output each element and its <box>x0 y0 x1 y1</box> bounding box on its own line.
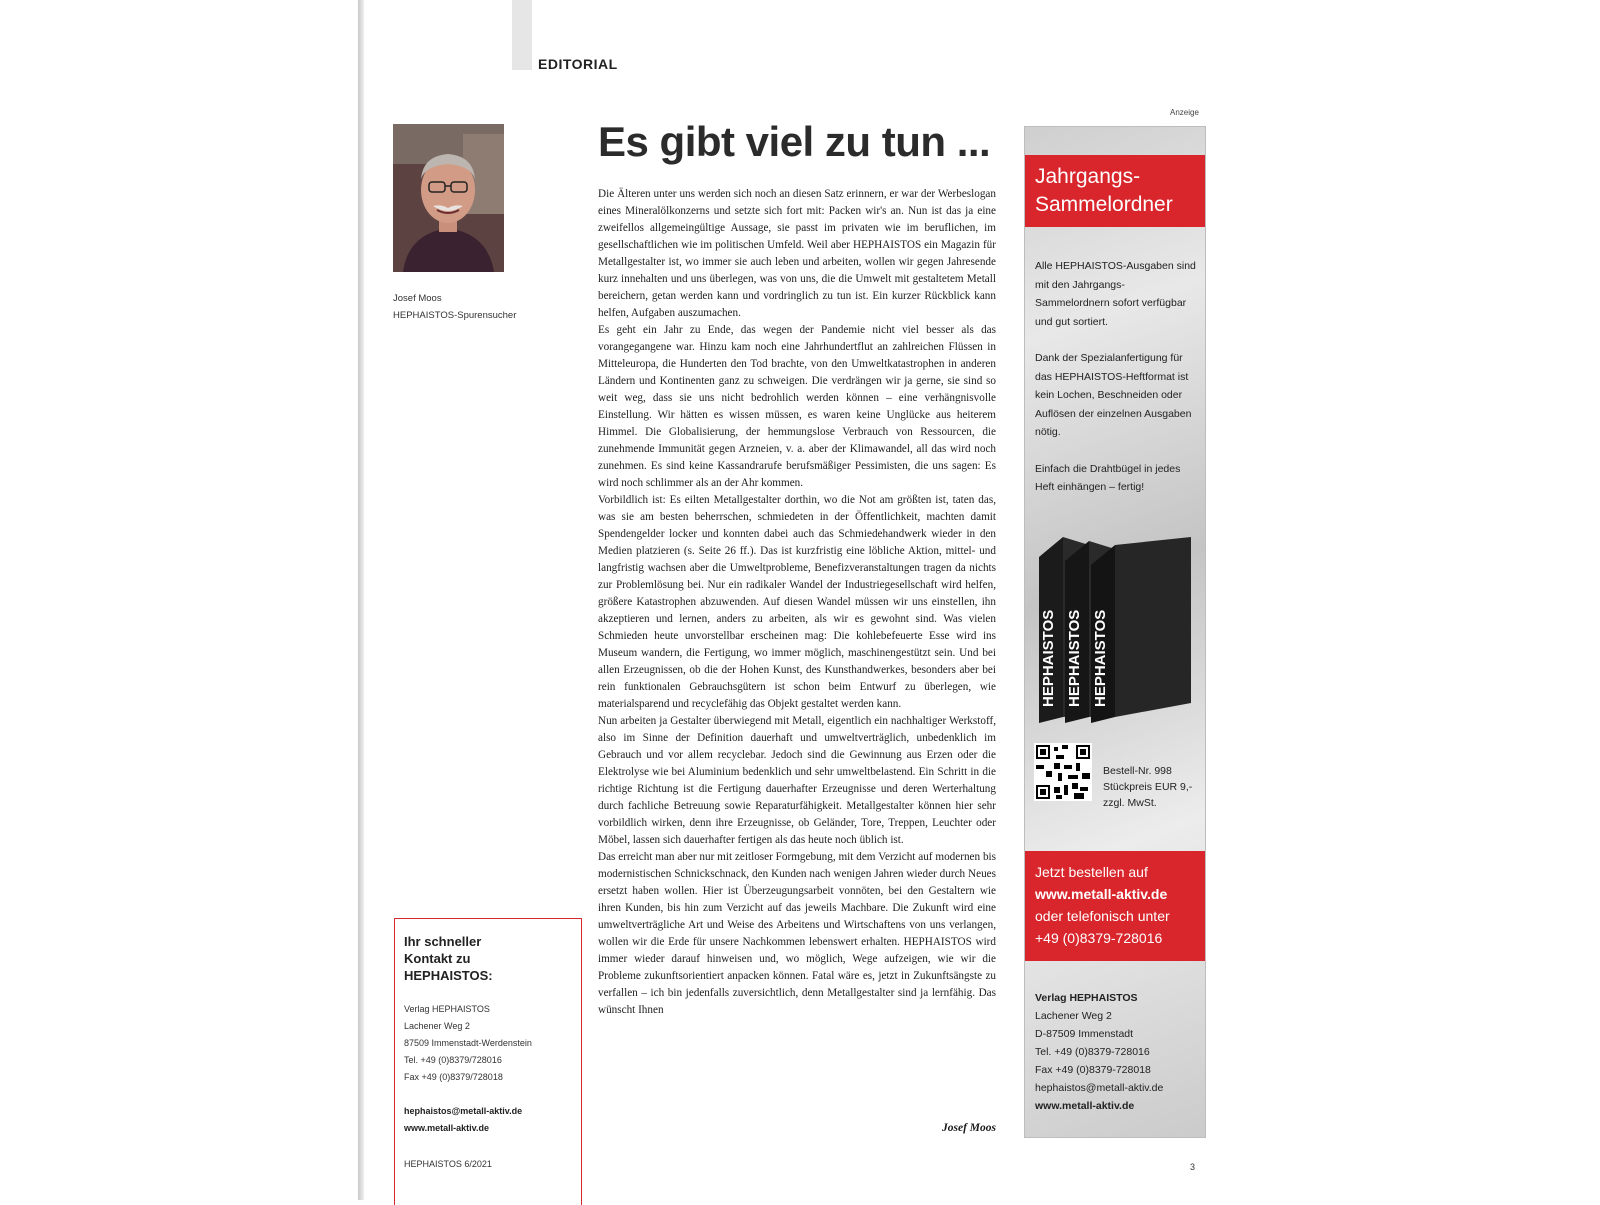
order-price: Stückpreis EUR 9,- <box>1103 781 1193 793</box>
contact-title-line: HEPHAISTOS: <box>404 968 493 983</box>
contact-fax: Fax +49 (0)8379/728018 <box>404 1072 503 1082</box>
contact-title <box>404 933 493 984</box>
ad-tag: Anzeige <box>1170 108 1199 117</box>
contact-line: Verlag HEPHAISTOS <box>404 1004 490 1014</box>
author-caption <box>393 290 516 324</box>
cta-line: oder telefonisch unter <box>1035 908 1170 924</box>
author-role: HEPHAISTOS-Spurensucher <box>393 310 517 321</box>
order-number: Bestell-Nr. 998 <box>1103 765 1172 777</box>
article-paragraph: Vorbildlich ist: Es eilten Metallgestalter dorthin, wo die Not am größten ist, taten das, was sie am besten beherrschen, schmiedeten in der Öffentlichkeit, machten damit Spendengelder locker und konnten dabei auch das Schmiedehandwerk wieder in den Medien platzieren (s. Seite 26 ff.). Das ist kurzfristig eine löbliche Aktion, mittel- und langfristig wachsen aber die Umweltprobleme, Benefizveranstaltungen tragen da nichts zur Problemlösung bei. Nur ein radikaler Wandel der Industriegesellschaft wird helfen, größere Katastrophen abzuwenden. Auf diesen Wandel müssen wir uns einstellen, ihn akzeptieren und lernen, anders zu arbeiten, als wir es gewohnt sind. Was vielen Schmieden heute unvorstellbar erscheinen mag: Die kohlebefeuerte Esse wird ins Museum wandern, die Fertigung, wo immer möglich, maschinengestützt sein. Und bei allen Erzeugnissen, ob die der Hohen Kunst, des Kunsthandwerkes, besonders aber bei rein funktionalen Gebrauchsgütern ist schon beim Entwurf zu überlegen, wie materialsparend und recyclefähig das Objekt gestaltet werden kann. <box>598 494 996 710</box>
headline: Es gibt viel zu tun ... <box>598 118 991 165</box>
cta-text <box>1035 861 1170 949</box>
ad-phone: Tel. +49 (0)8379-728016 <box>1035 1046 1150 1058</box>
ad-address-line: Lachener Weg 2 <box>1035 1010 1112 1022</box>
article-body <box>598 186 996 1019</box>
contact-phone: Tel. +49 (0)8379/728016 <box>404 1055 502 1065</box>
section-tab-marker <box>512 0 532 70</box>
ad-web-link[interactable]: www.metall-aktiv.de <box>1035 1100 1135 1112</box>
binder-spine-label: HEPHAISTOS <box>1040 609 1057 707</box>
ad-email-link[interactable]: hephaistos@metall-aktiv.de <box>1035 1082 1164 1094</box>
cta-line: Jetzt bestellen auf <box>1035 864 1148 880</box>
contact-web-link[interactable]: www.metall-aktiv.de <box>404 1123 490 1133</box>
order-info <box>1103 763 1192 811</box>
ad-address-line: D-87509 Immenstadt <box>1035 1028 1134 1040</box>
article-paragraph: Es geht ein Jahr zu Ende, das wegen der Pandemie nicht viel besser als das vorangegangene war. Hinzu kam noch eine Jahrhundertflut an zahlreichen Flüssen in Mitteleuropa, die Hunderten den Tod brachte, von den Umweltkatastrophen in anderen Ländern und Kontinenten ganz zu schweigen. Die verdrängen wir ja gerne, sie sind so weit weg, dass sie uns nicht bedrohlich werden können – eine verhängnisvolle Einstellung. Wir hätten es wissen müssen, es waren keine Unglücke aus heiterem Himmel. Die Globalisierung, der hemmungslose Verbrauch von Ressourcen, die zunehmende Immunität gegen Arzneien, v. a. aber der Klimawandel, all das wird noch zunehmen. Es sind keine Kassandrarufe berufsmäßiger Pessimisten, die uns sagen: Es wird noch schlimmer als an der Ahr kommen. <box>598 324 996 489</box>
ad-title-line: Jahrgangs- <box>1035 165 1141 188</box>
ad-paragraph: Einfach die Drahtbügel in jedes Heft einhängen – fertig! <box>1035 462 1181 493</box>
ad-header <box>1025 155 1205 227</box>
ad-paragraph: Dank der Spezialanfertigung für das HEPHAISTOS-Heftformat ist kein Lochen, Beschneiden oder Auflösen der einzelnen Ausgaben nötig. <box>1035 352 1192 438</box>
ad-paragraph: Alle HEPHAISTOS-Ausgaben sind mit den Jahrgangs-Sammelordnern sofort verfügbar und gut sortiert. <box>1035 260 1196 328</box>
advertisement <box>1024 126 1206 1138</box>
article-paragraph: Das erreicht man aber nur mit zeitloser Formgebung, mit dem Verzicht auf modernen bis modernistischen Schnickschnack, den Kunden nach wenigen Jahren wieder durch Neues ersetzt haben wollen. Hier ist Überzeugungsarbeit vonnöten, bei den Gestaltern wie ihren Kunden, bis hin zum Verzicht auf das jeweils Machbare. Die Zukunft wird eine umweltverträgliche Art und Weise des Arbeitens und Wirtschaftens von uns verlangen, wollen wir die Erde für unsere Nachkommen lebenswert erhalten. HEPHAISTOS wird immer wieder darauf hinweisen und, wo möglich, Wege aufzeigen, wie wir die Probleme zukunftsorientiert anpacken können. Fatal wäre es, jetzt in Zukunftsängste zu verfallen – ich bin jedenfalls zuversichtlich, denn Metallgestalter sind ja lernfähig. Das wünscht Ihnen <box>598 851 996 1016</box>
contact-address <box>404 1001 532 1086</box>
qr-code[interactable] <box>1034 743 1092 801</box>
page-edge-shadow <box>358 0 364 1200</box>
article-paragraph: Nun arbeiten ja Gestalter überwiegend mit Metall, eigentlich ein nachhaltiger Werkstoff, also im Sinne der Definition dauerhaft und umweltverträglich, unbedenklich im Gebrauch und vor allem recyclebar. Jedoch sind die Gewinnung aus Erzen oder die Elektrolyse wie bei Aluminium bedenklich und sehr umweltbelastend. Ein Schritt in die richtige Richtung ist die Fertigung dauerhafter Erzeugnisse und deren Werterhaltung durch fachliche Betreuung sowie Reparaturfähigkeit. Metallgestalter können hier sehr vorbildlich wirken, denn ihre Erzeugnisse, ob Geländer, Tore, Treppen, Leuchter oder Möbel, lassen sich dauerhafter fertigen als das heute noch üblich ist. <box>598 715 996 846</box>
author-name: Josef Moos <box>393 293 442 304</box>
contact-title-line: Ihr schneller <box>404 934 482 949</box>
section-label: EDITORIAL <box>538 56 618 72</box>
article-paragraph: Die Älteren unter uns werden sich noch an diesen Satz erinnern, er war der Werbeslogan eines Mineralölkonzerns und setzte sich fort mit: Packen wir's an. Nun ist das ja eine zweifellos allgemeingültige Aussage, sie passt im privaten wie im beruflichen, im gesellschaftlichen wie im politischen Umfeld. Weil aber HEPHAISTOS ein Magazin für Metallgestalter ist, wo immer sie auch leben und arbeiten, wollen wir gegen Jahresende kurz innehalten und uns überlegen, was von uns, die die Umwelt mit gestaltetem Metall bereichern, getan werden kann und vordringlich zu tun ist. Ein kurzer Rückblick kann helfen, Aufgaben auszumachen. <box>598 188 996 319</box>
ad-fax: Fax +49 (0)8379-728018 <box>1035 1064 1151 1076</box>
page-number: 3 <box>1190 1162 1196 1172</box>
order-tax-note: zzgl. MwSt. <box>1103 797 1157 809</box>
contact-title-line: Kontakt zu <box>404 951 471 966</box>
author-photo <box>393 124 504 272</box>
cta-web-link[interactable]: www.metall-aktiv.de <box>1035 886 1168 902</box>
article-signature: Josef Moos <box>942 1122 996 1134</box>
binder-spine-label: HEPHAISTOS <box>1066 609 1083 707</box>
contact-email-link[interactable]: hephaistos@metall-aktiv.de <box>404 1106 523 1116</box>
ad-description <box>1035 257 1199 515</box>
ad-address-line: Verlag HEPHAISTOS <box>1035 992 1138 1004</box>
ad-title-line: Sammelordner <box>1035 193 1173 216</box>
contact-box <box>394 918 582 1205</box>
contact-links <box>404 1103 522 1137</box>
cta-phone: +49 (0)8379-728016 <box>1035 930 1163 946</box>
contact-line: 87509 Immenstadt-Werdenstein <box>404 1038 532 1048</box>
contact-line: Lachener Weg 2 <box>404 1021 470 1031</box>
binder-illustration <box>1033 527 1197 727</box>
ad-title <box>1035 163 1173 219</box>
binder-spine-label: HEPHAISTOS <box>1092 609 1109 707</box>
ad-call-to-action <box>1025 851 1205 961</box>
issue-label: HEPHAISTOS 6/2021 <box>404 1159 492 1169</box>
ad-address <box>1035 989 1163 1115</box>
